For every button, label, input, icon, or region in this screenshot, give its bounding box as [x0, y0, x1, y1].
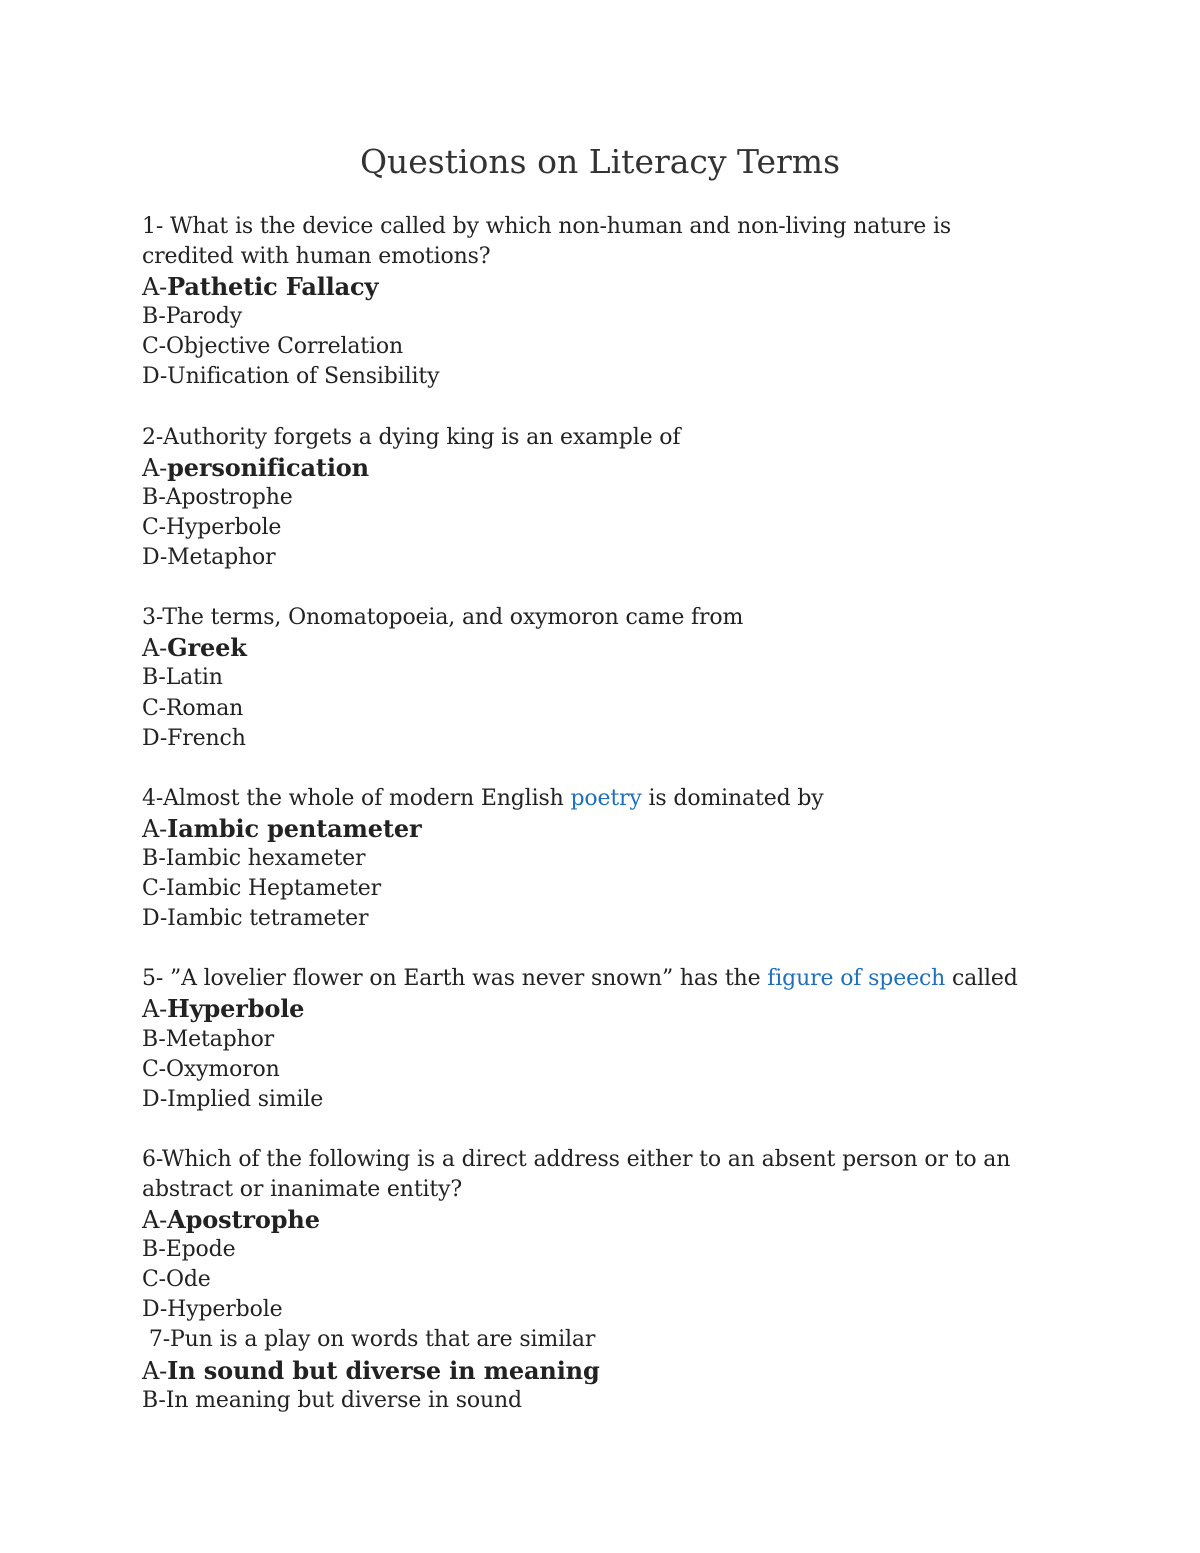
- spacer: [142, 1115, 1072, 1145]
- question-3-option-c: C-Roman: [142, 695, 244, 721]
- question-6-option-a: [142, 1205, 1072, 1235]
- question-1-text-line-1: 1- What is the device called by which non-human and non-living nature is: [142, 214, 952, 239]
- option-prefix: A-: [142, 273, 168, 302]
- question-6: [142, 1145, 1072, 1326]
- question-5-option-a: [142, 994, 1072, 1024]
- correct-answer: Greek: [167, 633, 247, 663]
- correct-answer: In sound but diverse in meaning: [167, 1355, 600, 1385]
- question-7-option-a: [142, 1356, 1072, 1386]
- question-1-option-d: D-Unification of Sensibility: [142, 364, 440, 390]
- question-3-option-d: D-French: [142, 725, 246, 751]
- question-5-text: [142, 964, 1072, 994]
- question-5: [142, 964, 1072, 1114]
- question-6-option-b: B-Epode: [142, 1237, 236, 1263]
- question-5-option-d: D-Implied simile: [142, 1086, 324, 1112]
- option-prefix: A-: [142, 814, 168, 843]
- question-5-text-start: 5- ”A lovelier flower on Earth was never snown” has the: [142, 966, 768, 992]
- question-3-text: 3-The terms, Onomatopoeia, and oxymoron came from: [142, 605, 744, 631]
- question-1-option-a: [142, 272, 1072, 302]
- question-4-text-start: 4-Almost the whole of modern English: [142, 785, 571, 811]
- document-body: [142, 212, 1072, 1416]
- question-7-text: 7-Pun is a play on words that are similar: [142, 1327, 596, 1353]
- page-title: Questions on Literacy Terms: [359, 142, 841, 181]
- option-prefix: A-: [142, 453, 168, 482]
- question-4-text-end: is dominated by: [641, 785, 824, 811]
- correct-answer: Iambic pentameter: [167, 813, 422, 843]
- question-4-text: [142, 784, 1072, 814]
- figure-of-speech-link[interactable]: figure of speech: [767, 966, 946, 992]
- question-4: [142, 784, 1072, 934]
- correct-answer: Pathetic Fallacy: [167, 272, 379, 302]
- question-1-option-b: B-Parody: [142, 304, 243, 330]
- question-6-text-line-2: abstract or inanimate entity?: [142, 1177, 463, 1202]
- question-7-option-b: B-In meaning but diverse in sound: [142, 1387, 522, 1413]
- correct-answer: Apostrophe: [167, 1205, 320, 1235]
- spacer: [142, 393, 1072, 423]
- option-prefix: A-: [142, 1206, 168, 1235]
- question-5-option-c: C-Oxymoron: [142, 1056, 280, 1082]
- question-6-text-line-1: 6-Which of the following is a direct address either to an absent person or to an: [142, 1146, 1011, 1172]
- question-5-option-b: B-Metaphor: [142, 1026, 275, 1052]
- question-6-option-c: C-Ode: [142, 1267, 211, 1293]
- question-4-option-b: B-Iambic hexameter: [142, 845, 366, 871]
- correct-answer: Hyperbole: [167, 994, 305, 1024]
- option-prefix: A-: [142, 634, 168, 663]
- question-2-option-d: D-Metaphor: [142, 545, 276, 571]
- question-1: [142, 212, 1072, 393]
- question-2-text: 2-Authority forgets a dying king is an example of: [142, 424, 681, 450]
- question-5-text-end: called: [945, 966, 1018, 992]
- spacer: [142, 573, 1072, 603]
- question-2-option-c: C-Hyperbole: [142, 514, 282, 540]
- question-1-option-c: C-Objective Correlation: [142, 334, 403, 360]
- question-3-option-a: [142, 633, 1072, 663]
- question-2: [142, 423, 1072, 573]
- question-3: [142, 603, 1072, 753]
- question-2-option-b: B-Apostrophe: [142, 484, 293, 510]
- question-4-option-a: [142, 814, 1072, 844]
- question-6-option-d: D-Hyperbole: [142, 1297, 283, 1323]
- spacer: [142, 754, 1072, 784]
- question-4-option-d: D-Iambic tetrameter: [142, 906, 369, 932]
- question-1-text-line-2: credited with human emotions?: [142, 244, 491, 270]
- spacer: [142, 934, 1072, 964]
- option-prefix: A-: [142, 995, 168, 1024]
- question-4-option-c: C-Iambic Heptameter: [142, 876, 382, 902]
- question-2-option-a: [142, 453, 1072, 483]
- correct-answer: personification: [167, 452, 369, 482]
- poetry-link[interactable]: poetry: [570, 785, 642, 811]
- question-3-option-b: B-Latin: [142, 665, 223, 691]
- question-7: [142, 1325, 1072, 1415]
- option-prefix: A-: [142, 1356, 168, 1385]
